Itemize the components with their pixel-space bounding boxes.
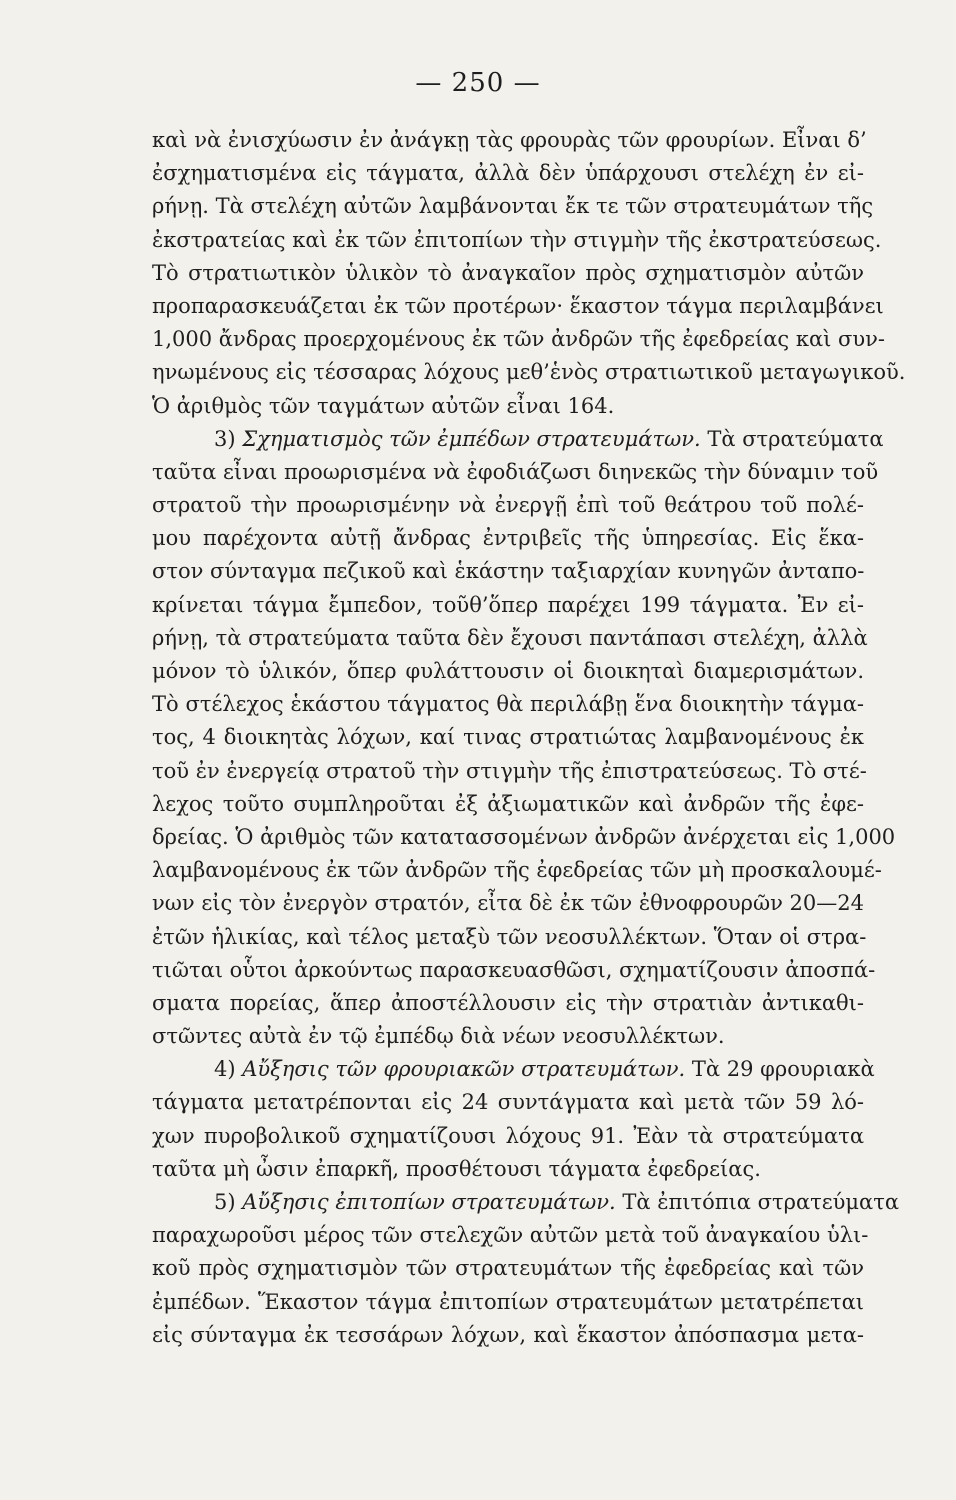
section-title: Σχηματισμὸς τῶν ἐμπέδων στρατευμάτων. bbox=[242, 426, 701, 451]
text-line: καὶ νὰ ἐνισχύωσιν ἐν ἀνάγκῃ τὰς φρουρὰς τῶν φρουρίων. Εἶναι δ’ bbox=[152, 128, 867, 152]
text-line: τοῦ ἐν ἐνεργείᾳ στρατοῦ τὴν στιγμὴν τῆς ἐπιστρατεύσεως. Τὸ στέ- bbox=[152, 758, 867, 783]
section-heading-line bbox=[152, 1186, 900, 1219]
text-line: 1,000 ἄνδρας προερχομένους ἐκ τῶν ἀνδρῶν τῆς ἐφεδρείας καὶ συν- bbox=[152, 327, 886, 352]
section-text: Τὰ 29 φρουριακὰ bbox=[691, 1057, 875, 1082]
text-line: στῶντες αὐτὰ ἐν τῷ ἐμπέδῳ διὰ νέων νεοσυλλέκτων. bbox=[152, 1024, 725, 1049]
text-line: ρήνῃ, τὰ στρατεύματα ταῦτα δὲν ἔχουσι παντάπασι στελέχη, ἀλλὰ bbox=[152, 625, 868, 650]
text-line: στρατοῦ τὴν προωρισμένην νὰ ἐνεργῇ ἐπὶ τοῦ θεάτρου τοῦ πολέ- bbox=[152, 493, 864, 518]
text-line: Τὸ στέλεχος ἑκάστου τάγματος θὰ περιλάβῃ ἕνα διοικητὴν τάγμα- bbox=[152, 692, 864, 717]
text-line: Ὁ ἀριθμὸς τῶν ταγμάτων αὐτῶν εἶναι 164. bbox=[152, 393, 615, 418]
text-line: ρήνῃ. Τὰ στελέχη αὐτῶν λαμβάνονται ἔκ τε τῶν στρατευμάτων τῆς bbox=[152, 194, 874, 219]
section-number: 4) bbox=[214, 1057, 236, 1082]
text-line: ἐκστρατείας καὶ ἐκ τῶν ἐπιτοπίων τὴν στιγμὴν τῆς ἐκστρατεύσεως. bbox=[152, 227, 882, 252]
body-text bbox=[152, 124, 906, 1352]
text-line: κοῦ πρὸς σχηματισμὸν τῶν στρατευμάτων τῆς ἐφεδρείας καὶ τῶν bbox=[152, 1256, 864, 1281]
text-line: ἐτῶν ἡλικίας, καὶ τέλος μεταξὺ τῶν νεοσυλλέκτων. Ὅταν οἱ στρα- bbox=[152, 924, 867, 949]
text-line: ἐμπέδων. Ἕκαστον τάγμα ἐπιτοπίων στρατευμάτων μετατρέπεται bbox=[152, 1289, 864, 1314]
text-line: ταῦτα μὴ ὦσιν ἐπαρκῆ, προσθέτουσι τάγματα ἐφεδρείας. bbox=[152, 1156, 761, 1181]
section-text: Τὰ ἐπιτόπια στρατεύματα bbox=[622, 1190, 900, 1214]
text-line: σματα πορείας, ἅπερ ἀποστέλλουσιν εἰς τὴν στρατιὰν ἀντικαθι- bbox=[152, 990, 864, 1015]
text-line: ταῦτα εἶναι προωρισμένα νὰ ἐφοδιάζωσι διηνεκῶς τὴν δύναμιν τοῦ bbox=[152, 459, 879, 484]
text-line: Τὸ στρατιωτικὸν ὑλικὸν τὸ ἀναγκαῖον πρὸς σχηματισμὸν αὐτῶν bbox=[152, 260, 864, 285]
page-number: — 250 — bbox=[415, 68, 541, 98]
text-line: εἰς σύνταγμα ἐκ τεσσάρων λόχων, καὶ ἕκαστον ἀπόσπασμα μετα- bbox=[152, 1322, 864, 1347]
text-line: ηνωμένους εἰς τέσσαρας λόχους μεθ’ἑνὸς στρατιωτικοῦ μεταγωγικοῦ. bbox=[152, 360, 906, 385]
text-line: προπαρασκευάζεται ἐκ τῶν προτέρων· ἕκαστον τάγμα περιλαμβάνει bbox=[152, 293, 884, 318]
section-text: Τὰ στρατεύματα bbox=[707, 426, 884, 451]
text-line: τος, 4 διοικητὰς λόχων, καί τινας στρατιώτας λαμβανομένους ἐκ bbox=[152, 725, 864, 750]
text-line: νων εἰς τὸν ἐνεργὸν στρατόν, εἶτα δὲ ἐκ τῶν ἐθνοφρουρῶν 20—24 bbox=[152, 891, 864, 916]
section-title: Αὔξησις τῶν φρουριακῶν στρατευμάτων. bbox=[242, 1057, 686, 1082]
section-heading-line bbox=[152, 423, 884, 456]
text-line: παραχωροῦσι μέρος τῶν στελεχῶν αὐτῶν μετὰ τοῦ ἀναγκαίου ὑλι- bbox=[152, 1223, 869, 1248]
text-line: λεχος τοῦτο συμπληροῦται ἐξ ἀξιωματικῶν καὶ ἀνδρῶν τῆς ἐφε- bbox=[152, 791, 864, 816]
text-line: λαμβανομένους ἐκ τῶν ἀνδρῶν τῆς ἐφεδρείας τῶν μὴ προσκαλουμέ- bbox=[152, 858, 882, 883]
text-line: δρείας. Ὁ ἀριθμὸς τῶν κατατασσομένων ἀνδρῶν ἀνέρχεται εἰς 1,000 bbox=[152, 824, 896, 849]
text-line: μόνον τὸ ὑλικόν, ὅπερ φυλάττουσιν οἱ διοικηταὶ διαμερισμάτων. bbox=[152, 659, 864, 683]
text-line: κρίνεται τάγμα ἔμπεδον, τοῦθ’ὅπερ παρέχει 199 τάγματα. Ἐν εἰ- bbox=[152, 592, 864, 617]
text-line: στον σύνταγμα πεζικοῦ καὶ ἑκάστην ταξιαρχίαν κυνηγῶν ἀνταπο- bbox=[152, 559, 865, 584]
section-number: 3) bbox=[214, 426, 236, 451]
section-heading-line bbox=[152, 1053, 875, 1086]
section-title: Αὔξησις ἐπιτοπίων στρατευμάτων. bbox=[242, 1190, 616, 1214]
text-line: μου παρέχοντα αὐτῇ ἄνδρας ἐντριβεῖς τῆς ὑπηρεσίας. Εἰς ἕκα- bbox=[152, 526, 864, 551]
text-line: τάγματα μετατρέπονται εἰς 24 συντάγματα καὶ μετὰ τῶν 59 λό- bbox=[152, 1090, 864, 1115]
text-line: χων πυροβολικοῦ σχηματίζουσι λόχους 91. Ἐὰν τὰ στρατεύματα bbox=[152, 1123, 864, 1148]
text-line: ἐσχηματισμένα εἰς τάγματα, ἀλλὰ δὲν ὑπάρχουσι στελέχη ἐν εἰ- bbox=[152, 161, 864, 186]
section-number: 5) bbox=[214, 1190, 236, 1214]
text-line: τιῶται οὗτοι ἀρκούντως παρασκευασθῶσι, σχηματίζουσιν ἀποσπά- bbox=[152, 957, 876, 982]
